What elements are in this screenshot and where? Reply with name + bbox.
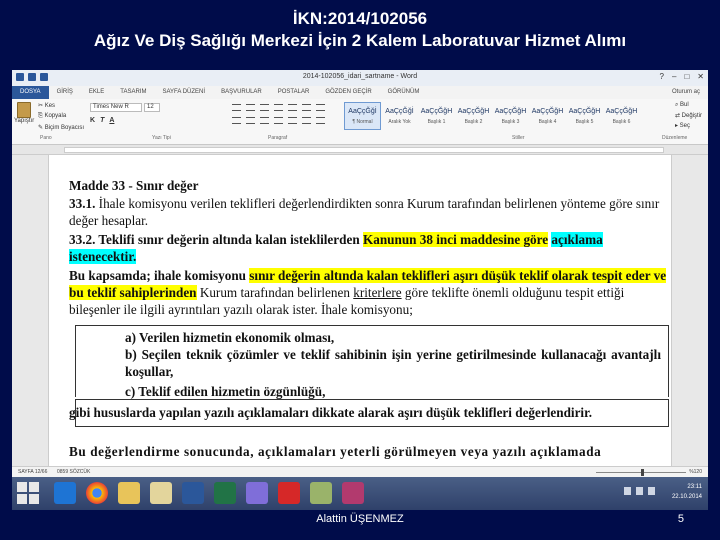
notes-icon[interactable] [246,482,268,504]
clipboard-commands [38,102,84,131]
style-name: Aralık Yok [388,119,411,125]
sign-in-link[interactable]: Oturum aç [671,89,700,95]
paragraph-last: Bu değerlendirme sonucunda, açıklamaları yeterli görülmeyen veya yazılı açıklamada [69,444,602,459]
tab-mailings[interactable]: POSTALAR [277,89,310,95]
maximize-button[interactable]: □ [684,72,690,81]
numbering-icon[interactable] [246,104,255,111]
cut-button[interactable]: ✂ Kes [38,103,56,109]
ribbon-tabs [12,86,708,99]
styles-gallery [344,102,640,130]
underline-button[interactable]: A [109,117,115,124]
chrome-icon[interactable] [86,482,108,504]
find-label: Bul [679,102,689,108]
word-count[interactable]: 0859 SÖZCÜK [57,469,91,475]
word-icon[interactable] [182,482,204,504]
paragraph-buttons-row2 [232,117,325,124]
highlighted-text-cyan: açıklama istenecektir. [69,232,603,264]
style-heading-5[interactable] [566,102,603,130]
style-preview: AaÇçĞğH [457,108,490,115]
group-font-label: Yazı Tipi [152,135,171,141]
tab-insert[interactable]: EKLE [88,89,105,95]
tab-layout[interactable]: SAYFA DÜZENİ [162,89,206,95]
increase-indent-icon[interactable] [288,104,297,111]
style-heading-4[interactable] [529,102,566,130]
document-page[interactable] [48,155,672,466]
style-name: Başlık 1 [427,119,446,125]
format-painter-button[interactable]: ✎ Biçim Boyacısı [38,125,85,131]
line-spacing-icon[interactable] [288,117,297,124]
multilevel-list-icon[interactable] [260,104,269,111]
font-format-buttons [90,117,114,124]
style-preview: AaÇçĞğH [420,108,453,115]
align-center-icon[interactable] [246,117,255,124]
ruler-track [64,147,664,153]
horizontal-ruler[interactable] [12,145,708,155]
select-button[interactable]: ▸ Seç [674,123,690,129]
style-name: ¶ Normal [352,119,373,125]
photo-icon[interactable] [310,482,332,504]
style-heading-2[interactable] [455,102,492,130]
group-styles-label: Stiller [512,135,525,141]
decrease-indent-icon[interactable] [274,104,283,111]
paragraph-bold-text: Bu kapsamda; ihale komisyonu [69,268,250,283]
underlined-text: kriterlere [353,285,402,300]
zoom-level[interactable]: %120 [689,469,702,475]
font-size-select[interactable]: 12 [144,103,160,112]
find-button[interactable]: ⌕ Bul [674,102,689,108]
slide-title-line2: Ağız Ve Diş Sağlığı Merkezi İçin 2 Kalem Laboratuvar Hizmet Alımı [93,31,627,50]
clock-time: 23:11 [687,484,702,490]
style-preview: AaÇçĞğH [605,108,638,115]
list-item-a: a) Verilen hizmetin ekonomik olması, [125,330,335,345]
tab-review[interactable]: GÖZDEN GEÇİR [325,89,372,95]
ie-icon[interactable] [54,482,76,504]
help-button[interactable]: ? [659,72,664,81]
windows-taskbar [12,477,708,510]
italic-button[interactable]: T [100,117,105,124]
clock[interactable] [672,482,702,502]
justify-icon[interactable] [274,117,283,124]
article-heading: Madde 33 - Sınır değer [69,178,199,193]
paragraph-buttons-row1 [232,104,325,111]
excel-icon[interactable] [214,482,236,504]
align-right-icon[interactable] [260,117,269,124]
paragraph-gibi: gibi hususlarda yapılan yazılı açıklamaları dikkate alarak aşırı düşük teklifleri değerlendirir. [69,405,593,420]
replace-label: Değiştir [681,113,702,119]
paragraph-text: İhale komisyonu verilen teklifleri değerlendirdikten sonra Kurum tarafından belirlenen yönteme göre sınır değer hesaplar. [69,196,660,228]
paragraph-text: Teklifi sınır değerin altında kalan isteklilerden [95,232,363,247]
media-icon[interactable] [342,482,364,504]
network-icon[interactable] [624,487,631,495]
align-left-icon[interactable] [232,117,241,124]
highlighted-text: Kanunun 38 inci maddesine göre [362,232,549,247]
tab-design[interactable]: TASARIM [120,89,147,95]
slide-title [0,8,720,52]
style-preview: AaÇçĞğH [531,108,564,115]
ribbon-home [12,99,708,145]
paragraph-scope [69,267,667,318]
font-name-select[interactable]: Times New R [90,103,142,112]
page-indicator[interactable]: SAYFA 12/66 [18,469,48,475]
paragraph-33-1 [69,195,667,229]
style-name: Başlık 4 [538,119,557,125]
format-painter-label: Biçim Boyacısı [44,125,85,131]
style-preview: AaÇçĞğH [568,108,601,115]
flag-icon[interactable] [648,487,655,495]
style-heading-1[interactable] [418,102,455,130]
tab-references[interactable]: BAŞVURULAR [221,89,262,95]
ribbon-group-labels [12,135,708,143]
style-preview: AaÇçĞğİ [348,108,377,115]
window-controls [660,72,704,81]
paste-label: Yapıştır [14,118,35,124]
word-screenshot [12,70,708,510]
style-name: Başlık 6 [612,119,631,125]
tab-home[interactable]: GİRİŞ [56,89,73,95]
tab-file[interactable]: DOSYA [12,86,49,99]
style-name: Başlık 5 [575,119,594,125]
files-icon[interactable] [150,482,172,504]
close-button[interactable]: ✕ [697,72,704,81]
style-preview: AaÇçĞğH [494,108,527,115]
bullets-icon[interactable] [232,104,241,111]
status-bar [12,466,708,477]
system-tray-icons [624,487,655,495]
style-name: Başlık 2 [464,119,483,125]
group-paragraph-label: Paragraf [268,135,288,141]
copy-button[interactable]: ⎘ Kopyala [38,113,67,119]
highlighted-text: sınır değerin altında kalan teklifleri aşırı düşük teklif olarak tespit eder ve bu teklif sahiplerinden [69,268,667,300]
acrobat-icon[interactable] [278,482,300,504]
group-clipboard-label: Pano [40,135,52,141]
slide-page-number: 5 [677,513,684,525]
style-heading-6[interactable] [603,102,640,130]
folder-icon[interactable] [118,482,140,504]
paragraph-33-2 [69,231,667,265]
volume-icon[interactable] [636,487,643,495]
clock-date: 22.10.2014 [671,494,702,500]
slide-title-line1: İKN:2014/102056 [292,9,428,28]
slide-footer-author: Alattin ÜŞENMEZ [316,513,404,525]
sort-icon[interactable] [302,104,311,111]
style-name: Başlık 3 [501,119,520,125]
list-item-c: c) Teklif edilen hizmetin özgünlüğü, [125,384,326,399]
borders-icon[interactable] [316,117,325,124]
cut-label: Kes [44,103,56,109]
pilcrow-icon[interactable] [316,104,325,111]
style-heading-3[interactable] [492,102,529,130]
clipboard-icon [17,102,31,118]
replace-button[interactable]: ⇄ Değiştir [674,113,702,119]
tab-view[interactable]: GÖRÜNÜM [387,89,420,95]
paragraph-text: göre teklifte önemli olduğunu tespit ettiği bileşenler ile ilgili ayrıntıları yazılı olarak ister. İhale komisyonu; [69,285,625,317]
paragraph-number: 33.1. [69,196,96,211]
editing-group [675,102,702,129]
paragraph-text: Kurum tarafından belirlenen [196,285,354,300]
start-icon[interactable] [16,481,40,505]
style-no-spacing[interactable] [381,102,418,130]
shading-icon[interactable] [302,117,311,124]
bold-button[interactable]: K [90,117,96,124]
copy-label: Kopyala [44,113,67,119]
word-titlebar [12,70,708,86]
document-area [12,155,708,466]
group-editing-label: Düzenleme [662,135,688,141]
window-title: 2014-102056_idari_sartname - Word [302,73,418,80]
select-label: Seç [679,123,690,129]
list-item-b: b) Seçilen teknik çözümler ve teklif sahibinin işin yerine getirilmesinde kullanacağı avantajlı koşullar, [125,347,661,379]
zoom-slider-thumb[interactable] [641,469,644,476]
paragraph-number: 33.2. [69,232,96,247]
style-preview: AaÇçĞğİ [385,108,414,115]
minimize-button[interactable]: – [672,72,677,81]
style-normal[interactable] [344,102,381,130]
paste-button[interactable] [14,102,34,128]
